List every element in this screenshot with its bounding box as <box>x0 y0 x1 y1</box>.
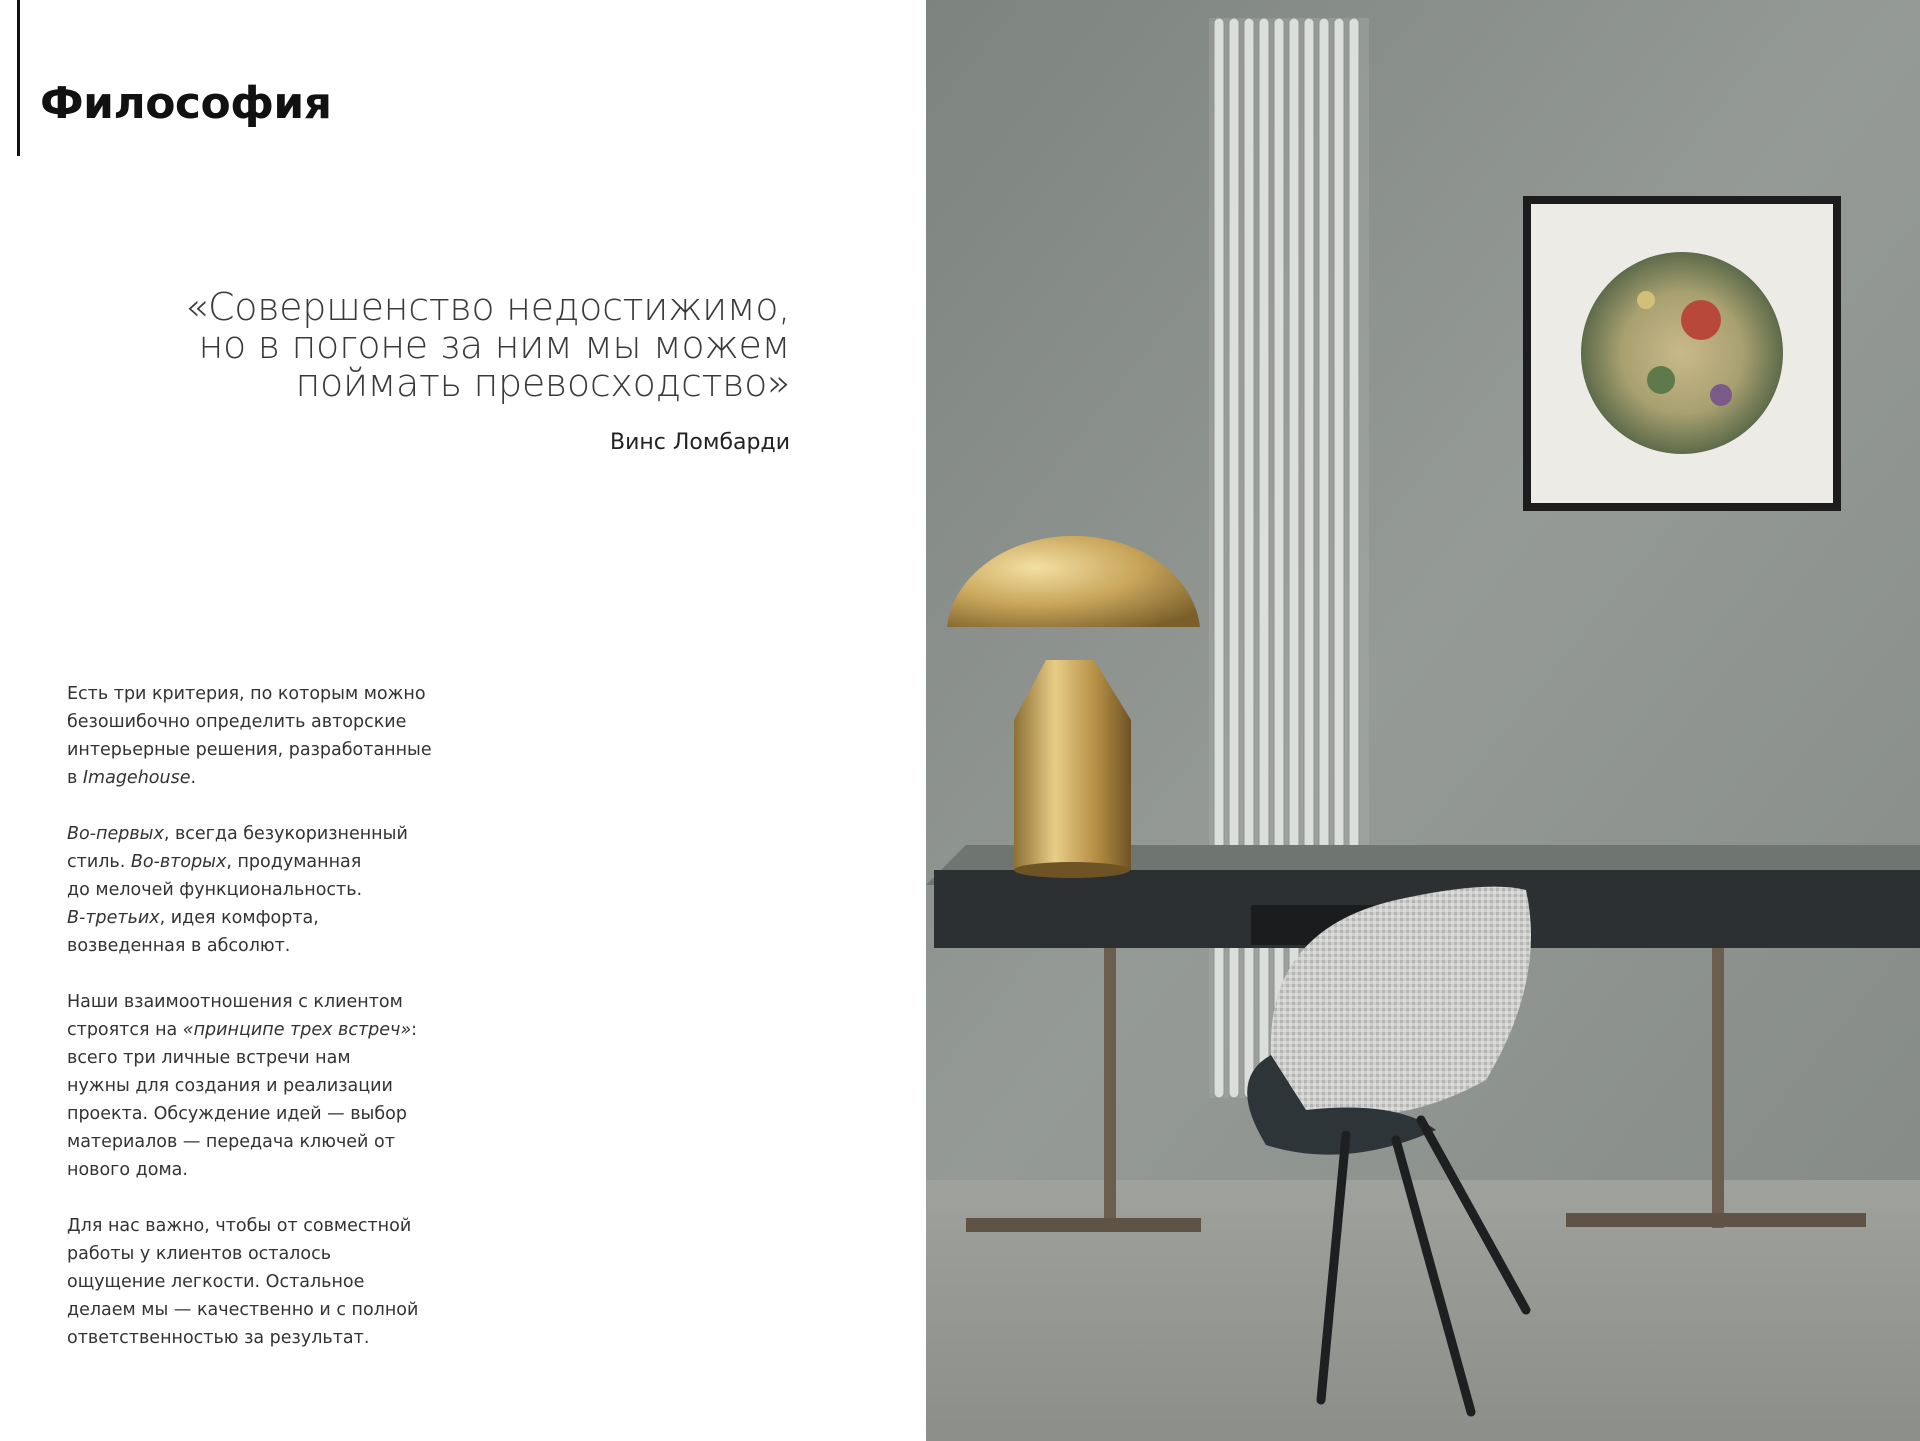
text-run: в <box>67 768 83 788</box>
body-line <box>67 1268 447 1296</box>
body-line <box>67 1128 447 1156</box>
text-run: возведенная в абсолют. <box>67 936 291 956</box>
text-run: , идея комфорта, <box>159 908 319 928</box>
text-run: безошибочно определить авторские <box>67 712 407 732</box>
quote-line: «Совершенство недостижимо, <box>185 285 790 329</box>
body-paragraph <box>67 1212 447 1352</box>
text-run: всего три личные встречи нам <box>67 1048 351 1068</box>
text-run: : <box>411 1020 418 1040</box>
body-line <box>67 736 447 764</box>
text-run: интерьерные решения, разработанные <box>67 740 432 760</box>
text-run: проекта. Обсуждение идей — выбор <box>67 1104 407 1124</box>
text-run: ощущение легкости. Остальное <box>67 1272 365 1292</box>
text-run: стиль. <box>67 852 131 872</box>
text-run: нового дома. <box>67 1160 188 1180</box>
text-run: работы у клиентов осталось <box>67 1244 332 1264</box>
text-run: материалов — передача ключей от <box>67 1132 395 1152</box>
body-line <box>67 1044 447 1072</box>
text-run: . <box>190 768 197 788</box>
text-run: Наши взаимоотношения с клиентом <box>67 992 403 1012</box>
quote-line: но в погоне за ним мы можем <box>198 323 790 367</box>
emphasis-text: «принципе трех встреч» <box>182 1020 412 1040</box>
quote-author: Винс Ломбарди <box>610 430 790 455</box>
body-line <box>67 1240 447 1268</box>
body-paragraph <box>67 820 447 960</box>
body-text <box>67 680 447 1380</box>
emphasis-text: Imagehouse <box>82 768 191 788</box>
emphasis-text: Во-вторых <box>130 852 227 872</box>
interior-photo <box>926 0 1920 1441</box>
body-line <box>67 876 447 904</box>
body-line <box>67 1156 447 1184</box>
text-run: , всегда безукоризненный <box>163 824 408 844</box>
body-line <box>67 1212 447 1240</box>
body-line <box>67 904 447 932</box>
body-line <box>67 708 447 736</box>
body-line <box>67 848 447 876</box>
body-line <box>67 932 447 960</box>
body-line <box>67 1100 447 1128</box>
title-accent-bar <box>17 0 20 156</box>
body-line <box>67 1296 447 1324</box>
body-line <box>67 764 447 792</box>
quote-line: поймать превосходство» <box>295 361 790 405</box>
text-run: , продуманная <box>226 852 362 872</box>
body-line <box>67 1324 447 1352</box>
text-run: до мелочей функциональность. <box>67 880 363 900</box>
text-run: делаем мы — качественно и с полной <box>67 1300 419 1320</box>
body-paragraph <box>67 988 447 1184</box>
text-run: Для нас важно, чтобы от совместной <box>67 1216 412 1236</box>
body-line <box>67 988 447 1016</box>
framed-artwork <box>1523 196 1841 511</box>
emphasis-text: В-третьих <box>67 908 160 928</box>
text-run: Есть три критерия, по которым можно <box>67 684 426 704</box>
page-title: Философия <box>40 78 332 129</box>
body-line <box>67 820 447 848</box>
body-line <box>67 1072 447 1100</box>
body-line <box>67 680 447 708</box>
text-run: ответственностью за результат. <box>67 1328 370 1348</box>
text-run: нужны для создания и реализации <box>67 1076 393 1096</box>
body-line <box>67 1016 447 1044</box>
emphasis-text: Во-первых <box>67 824 164 844</box>
body-paragraph <box>67 680 447 792</box>
quote <box>150 285 790 405</box>
text-page <box>0 0 926 1441</box>
text-run: строятся на <box>67 1020 183 1040</box>
